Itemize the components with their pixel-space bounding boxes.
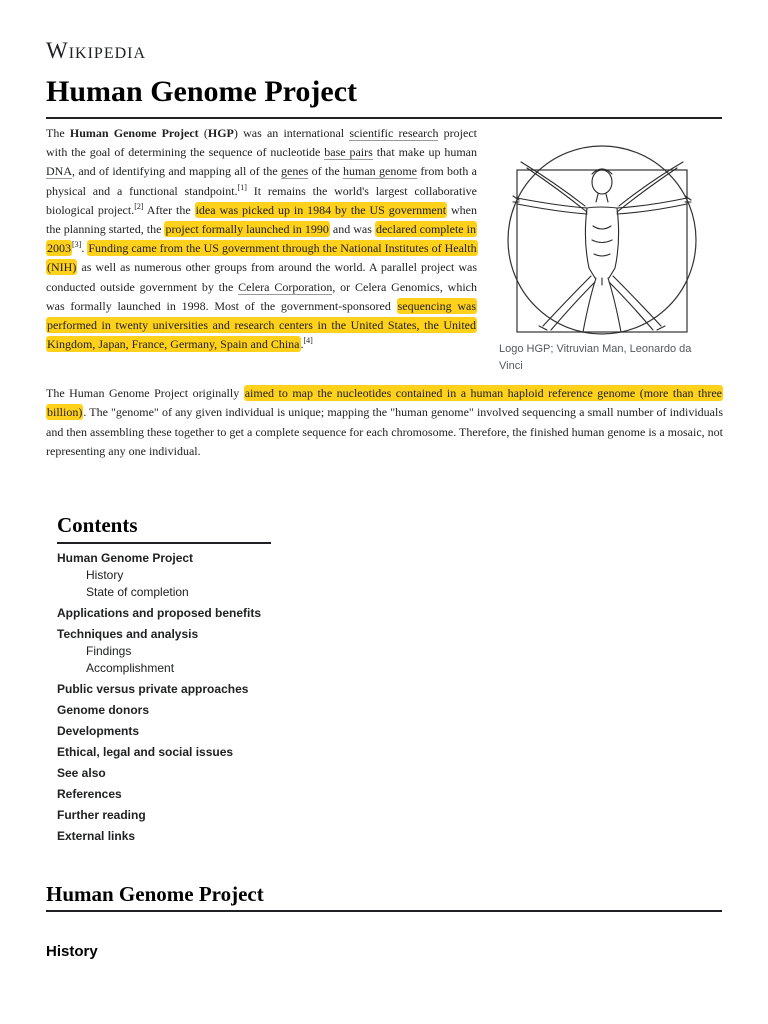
page-title: Human Genome Project bbox=[46, 75, 358, 108]
highlight-sequencing: sequencing was performed in twenty universities and research centers in the United States, the United Kingdom, Japan, France, Germany, Spain and China bbox=[47, 298, 476, 352]
toc-item-findings[interactable]: Findings bbox=[86, 644, 132, 658]
highlight-1984: idea was picked up in 1984 by the US government bbox=[195, 202, 447, 217]
toc-item-applications[interactable]: Applications and proposed benefits bbox=[57, 606, 262, 620]
toc-item-techniques[interactable]: Techniques and analysis Findings Accomplishment bbox=[57, 626, 337, 677]
citation-4[interactable]: [4] bbox=[303, 336, 313, 346]
vitruvian-man-image[interactable] bbox=[499, 140, 721, 336]
toc-item-further-reading[interactable]: Further reading bbox=[57, 808, 146, 822]
section-divider bbox=[46, 910, 722, 912]
toc-item-see-also[interactable]: See also bbox=[57, 766, 106, 780]
highlight-2003: declared complete in 2003 bbox=[47, 222, 476, 256]
table-of-contents bbox=[57, 513, 337, 849]
link-dna[interactable]: DNA bbox=[46, 164, 72, 179]
highlight-1990: project formally launched in 1990 bbox=[165, 222, 329, 237]
link-base-pairs[interactable]: base pairs bbox=[324, 145, 373, 160]
citation-3[interactable]: [3] bbox=[72, 240, 82, 250]
toc-item-state-of-completion[interactable]: State of completion bbox=[86, 585, 189, 599]
toc-item-genome-donors[interactable]: Genome donors bbox=[57, 703, 150, 717]
toc-item-public-vs-private[interactable]: Public versus private approaches bbox=[57, 682, 249, 696]
article-abbr-bold: HGP bbox=[207, 126, 234, 140]
wikipedia-wordmark[interactable]: Wikipedia bbox=[46, 38, 147, 63]
section-heading: Human Genome Project bbox=[46, 882, 264, 906]
citation-1[interactable]: [1] bbox=[237, 182, 247, 192]
toc-title: Contents bbox=[57, 513, 138, 537]
lead-paragraph: The Human Genome Project (HGP) was an international scientific research project with the goal of determining the sequence of nucleotide base pairs that make up human DNA, and of identifying and mapping all of the genes of the human genome from both a physical and a functional standpoint.[1] It remains the world's largest collaborative biological project.[2] After the idea was picked up in 1984 by the US government when the planning started, the project formally launched in 1990 and was declared complete in 2003[3]. Funding came from the US government through the National Institutes of Health (NIH) as well as numerous other groups from around the world. A parallel project was conducted outside government by the Celera Corporation, or Celera Genomics, which was formally launched in 1998. Most of the government-sponsored sequencing was performed in twenty universities and research centers in the United States, the United Kingdom, Japan, France, Germany, Spain and China.[4] bbox=[46, 126, 478, 352]
toc-item-human-genome-project[interactable]: Human Genome Project History State of completion bbox=[57, 550, 337, 601]
highlight-funding: Funding came from the US government through the National Institutes of Health (NIH) bbox=[47, 241, 477, 275]
article-name-bold: Human Genome Project bbox=[69, 126, 199, 140]
toc-item-external-links[interactable]: External links bbox=[57, 829, 136, 843]
toc-list bbox=[57, 550, 337, 845]
link-human-genome[interactable]: human genome bbox=[343, 164, 417, 179]
toc-item-accomplishment[interactable]: Accomplishment bbox=[86, 661, 175, 675]
title-divider bbox=[46, 117, 722, 119]
toc-item-history[interactable]: History bbox=[86, 568, 124, 582]
highlight-nucleotides: aimed to map the nucleotides contained in a human haploid reference genome (more than three billion) bbox=[47, 386, 722, 420]
toc-item-references[interactable]: References bbox=[57, 787, 122, 801]
toc-divider bbox=[57, 542, 271, 544]
second-paragraph: The Human Genome Project originally aimed to map the nucleotides contained in a human haploid reference genome (more than three billion). The "genome" of any given individual is unique; mapping the "human genome" involved sequencing a small number of individuals and then assembling these together to get a complete sequence for each chromosome. Therefore, the finished human genome is a mosaic, not representing any one individual. bbox=[46, 386, 723, 459]
citation-2[interactable]: [2] bbox=[134, 201, 144, 211]
link-genes[interactable]: genes bbox=[281, 164, 309, 179]
toc-item-ethical-issues[interactable]: Ethical, legal and social issues bbox=[57, 745, 234, 759]
toc-item-developments[interactable]: Developments bbox=[57, 724, 140, 738]
figure-caption: Logo HGP; Vitruvian Man, Leonardo da Vinci bbox=[499, 343, 692, 372]
link-celera-corporation[interactable]: Celera Corporation bbox=[238, 279, 333, 294]
subsection-heading-history: History bbox=[46, 943, 98, 960]
link-scientific-research[interactable]: scientific research bbox=[349, 126, 439, 140]
infobox-figure bbox=[499, 140, 721, 375]
